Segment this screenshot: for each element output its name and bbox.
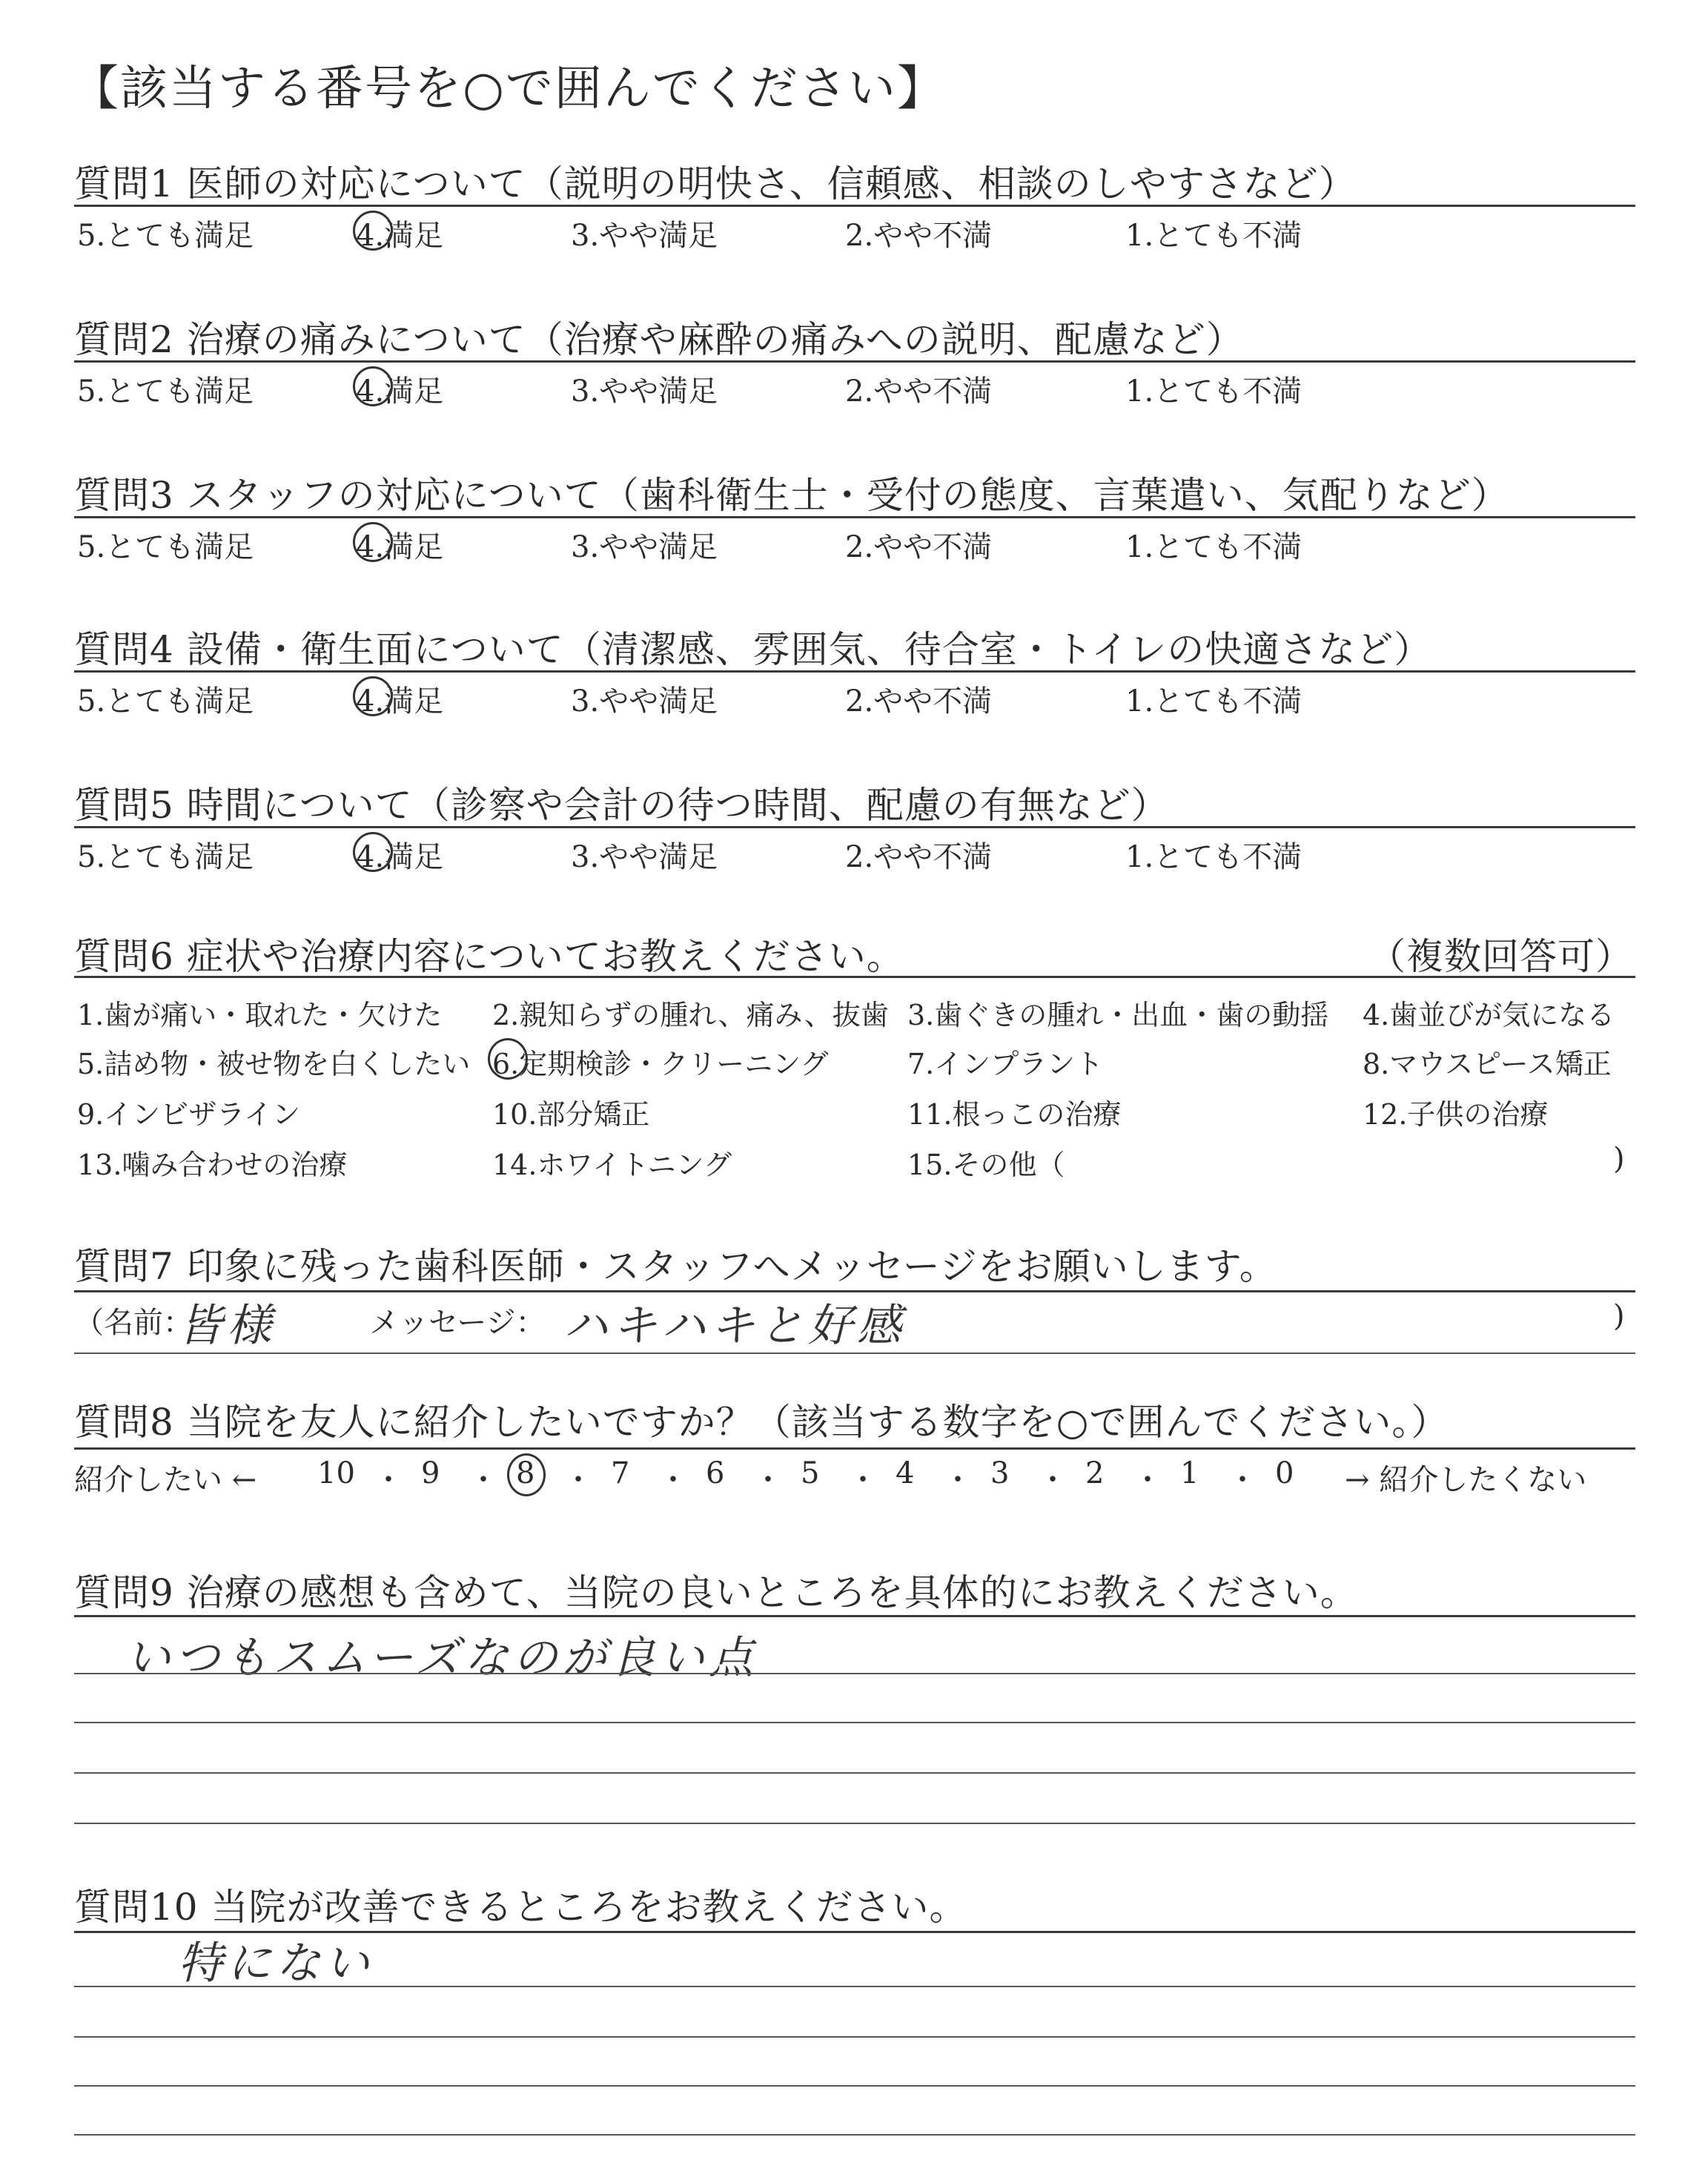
q6-option[interactable]: 3.歯ぐきの腫れ・出血・歯の動揺 xyxy=(907,999,1329,1031)
q8-rule xyxy=(74,1447,1635,1450)
q8-scale-value[interactable]: 6 xyxy=(706,1456,725,1490)
q4-option[interactable]: 1.とても不満 xyxy=(1125,684,1302,719)
q7-name-label: （名前： xyxy=(74,1306,193,1340)
q3-selected-circle xyxy=(353,522,393,562)
q7-title: 質問7 印象に残った歯科医師・スタッフへメッセージをお願いします。 xyxy=(74,1245,1277,1288)
q9-line-1 xyxy=(74,1673,1635,1674)
q3-option[interactable]: 4.満足 xyxy=(356,530,444,564)
q2-title: 質問2 治療の痛みについて（治療や麻酔の痛みへの説明、配慮など） xyxy=(74,318,1244,361)
q7-message-value[interactable]: ハキハキと好感 xyxy=(563,1300,906,1352)
q3-option[interactable]: 3.やや満足 xyxy=(571,530,718,564)
q3-rule xyxy=(74,516,1635,518)
q8-scale-separator: ・ xyxy=(753,1463,783,1497)
q8-scale-separator: ・ xyxy=(943,1463,973,1497)
q9-title: 質問9 治療の感想も含めて、当院の良いところを具体的にお教えください。 xyxy=(74,1571,1358,1614)
q4-option[interactable]: 2.やや不満 xyxy=(845,684,993,719)
q2-option[interactable]: 3.やや満足 xyxy=(571,374,718,409)
q8-scale-value[interactable]: 1 xyxy=(1180,1456,1199,1490)
q8-scale-separator: ・ xyxy=(658,1463,688,1497)
q8-left-label: 紹介したい ← xyxy=(74,1463,257,1497)
q7-message-label: メッセージ： xyxy=(369,1306,546,1340)
q1-rule xyxy=(74,205,1635,207)
q8-scale-value[interactable]: 2 xyxy=(1085,1456,1105,1490)
q5-title: 質問5 時間について（診察や会計の待つ時間、配慮の有無など） xyxy=(74,784,1169,827)
q6-option[interactable]: 12.子供の治療 xyxy=(1363,1098,1549,1131)
q6-title: 質問6 症状や治療内容についてお教えください。 xyxy=(74,935,904,978)
q1-option[interactable]: 2.やや不満 xyxy=(845,219,993,253)
q8-scale-separator: ・ xyxy=(848,1463,878,1497)
q8-scale-value[interactable]: 7 xyxy=(611,1456,630,1490)
q3-option[interactable]: 5.とても満足 xyxy=(77,530,254,564)
q8-scale-value[interactable]: 9 xyxy=(421,1456,440,1490)
q9-line-3 xyxy=(74,1772,1635,1774)
q5-option[interactable]: 4.満足 xyxy=(356,840,444,874)
q4-option[interactable]: 5.とても満足 xyxy=(77,684,254,719)
q2-rule xyxy=(74,360,1635,363)
q10-line-4 xyxy=(74,2134,1635,2136)
q3-title: 質問3 スタッフの対応について（歯科衛生士・受付の態度、言葉遣い、気配りなど） xyxy=(74,474,1509,517)
q8-scale-separator: ・ xyxy=(1133,1463,1162,1497)
q7-close-paren: ) xyxy=(1613,1299,1625,1333)
q9-line-2 xyxy=(74,1722,1635,1723)
q8-scale-value[interactable]: 0 xyxy=(1275,1456,1294,1490)
q5-option[interactable]: 5.とても満足 xyxy=(77,840,254,874)
q10-answer[interactable]: 特にない xyxy=(178,1938,374,1989)
q3-option[interactable]: 1.とても不満 xyxy=(1125,530,1302,564)
q6-rule xyxy=(74,976,1635,978)
q1-option[interactable]: 5.とても満足 xyxy=(77,219,254,253)
q5-rule xyxy=(74,826,1635,828)
q6-option[interactable]: 11.根っこの治療 xyxy=(907,1098,1122,1131)
q2-selected-circle xyxy=(353,366,393,406)
q6-option[interactable]: 15.その他（ xyxy=(907,1149,1065,1181)
q10-title: 質問10 当院が改善できるところをお教えください。 xyxy=(74,1886,967,1929)
q8-right-label: → 紹介したくない xyxy=(1345,1463,1587,1497)
q8-scale-separator: ・ xyxy=(374,1463,403,1497)
q1-option[interactable]: 3.やや満足 xyxy=(571,219,718,253)
q8-scale-value[interactable]: 10 xyxy=(317,1456,355,1490)
q4-rule xyxy=(74,670,1635,673)
q8-scale-separator: ・ xyxy=(469,1463,498,1497)
q6-option[interactable]: 7.インプラント xyxy=(907,1048,1104,1080)
q1-option[interactable]: 1.とても不満 xyxy=(1125,219,1302,253)
q4-title: 質問4 設備・衛生面について（清潔感、雰囲気、待合室・トイレの快適さなど） xyxy=(74,628,1432,671)
q8-scale-value[interactable]: 4 xyxy=(896,1456,915,1490)
q9-answer[interactable]: いつもスムーズなのが良い点 xyxy=(126,1632,758,1684)
q6-option[interactable]: 6.定期検診・クリーニング xyxy=(492,1048,829,1080)
q8-scale-separator: ・ xyxy=(1228,1463,1257,1497)
q6-note: （複数回答可） xyxy=(1368,935,1633,978)
q3-option[interactable]: 2.やや不満 xyxy=(845,530,993,564)
q10-line-1 xyxy=(74,1986,1635,1987)
q8-scale-separator: ・ xyxy=(563,1463,593,1497)
q1-title: 質問1 医師の対応について（説明の明快さ、信頼感、相談のしやすさなど） xyxy=(74,162,1357,205)
q5-option[interactable]: 2.やや不満 xyxy=(845,840,993,874)
q5-selected-circle xyxy=(353,832,393,872)
q9-rule xyxy=(74,1615,1635,1617)
q6-option[interactable]: 10.部分矯正 xyxy=(492,1098,650,1131)
q6-option[interactable]: 14.ホワイトニング xyxy=(492,1149,732,1181)
q10-line-2 xyxy=(74,2036,1635,2038)
q6-option[interactable]: 4.歯並びが気になる xyxy=(1363,999,1615,1031)
q7-answer-line xyxy=(74,1353,1635,1354)
q6-other-close-paren: ) xyxy=(1613,1142,1625,1176)
q1-option[interactable]: 4.満足 xyxy=(356,219,444,253)
q9-line-4 xyxy=(74,1823,1635,1824)
q6-option[interactable]: 5.詰め物・被せ物を白くしたい xyxy=(77,1048,471,1080)
q8-selected-circle xyxy=(507,1453,546,1496)
q4-option[interactable]: 3.やや満足 xyxy=(571,684,718,719)
q8-scale-value[interactable]: 8 xyxy=(516,1456,535,1490)
q6-option[interactable]: 2.親知らずの腫れ、痛み、抜歯 xyxy=(492,999,889,1031)
q4-selected-circle xyxy=(353,676,393,716)
q7-name-value[interactable]: 皆様 xyxy=(178,1300,276,1352)
q8-scale-value[interactable]: 5 xyxy=(801,1456,820,1490)
q2-option[interactable]: 5.とても満足 xyxy=(77,374,254,409)
q6-option[interactable]: 8.マウスピース矯正 xyxy=(1363,1048,1612,1080)
q6-option[interactable]: 9.インビザライン xyxy=(77,1098,301,1131)
q2-option[interactable]: 1.とても不満 xyxy=(1125,374,1302,409)
q6-selected-circle xyxy=(488,1038,528,1080)
q5-option[interactable]: 3.やや満足 xyxy=(571,840,718,874)
q8-scale-value[interactable]: 3 xyxy=(990,1456,1010,1490)
q6-option[interactable]: 1.歯が痛い・取れた・欠けた xyxy=(77,999,443,1031)
q10-line-3 xyxy=(74,2085,1635,2087)
q2-option[interactable]: 2.やや不満 xyxy=(845,374,993,409)
q5-option[interactable]: 1.とても不満 xyxy=(1125,840,1302,874)
page-header: 【該当する番号を○で囲んでください】 xyxy=(71,62,946,116)
q2-option[interactable]: 4.満足 xyxy=(356,374,444,409)
q6-option[interactable]: 13.噛み合わせの治療 xyxy=(77,1149,348,1181)
q8-title: 質問8 当院を友人に紹介したいですか？（該当する数字を○で囲んでください。） xyxy=(74,1401,1449,1444)
q8-scale-separator: ・ xyxy=(1038,1463,1068,1497)
q4-option[interactable]: 4.満足 xyxy=(356,684,444,719)
q1-selected-circle xyxy=(353,211,393,251)
